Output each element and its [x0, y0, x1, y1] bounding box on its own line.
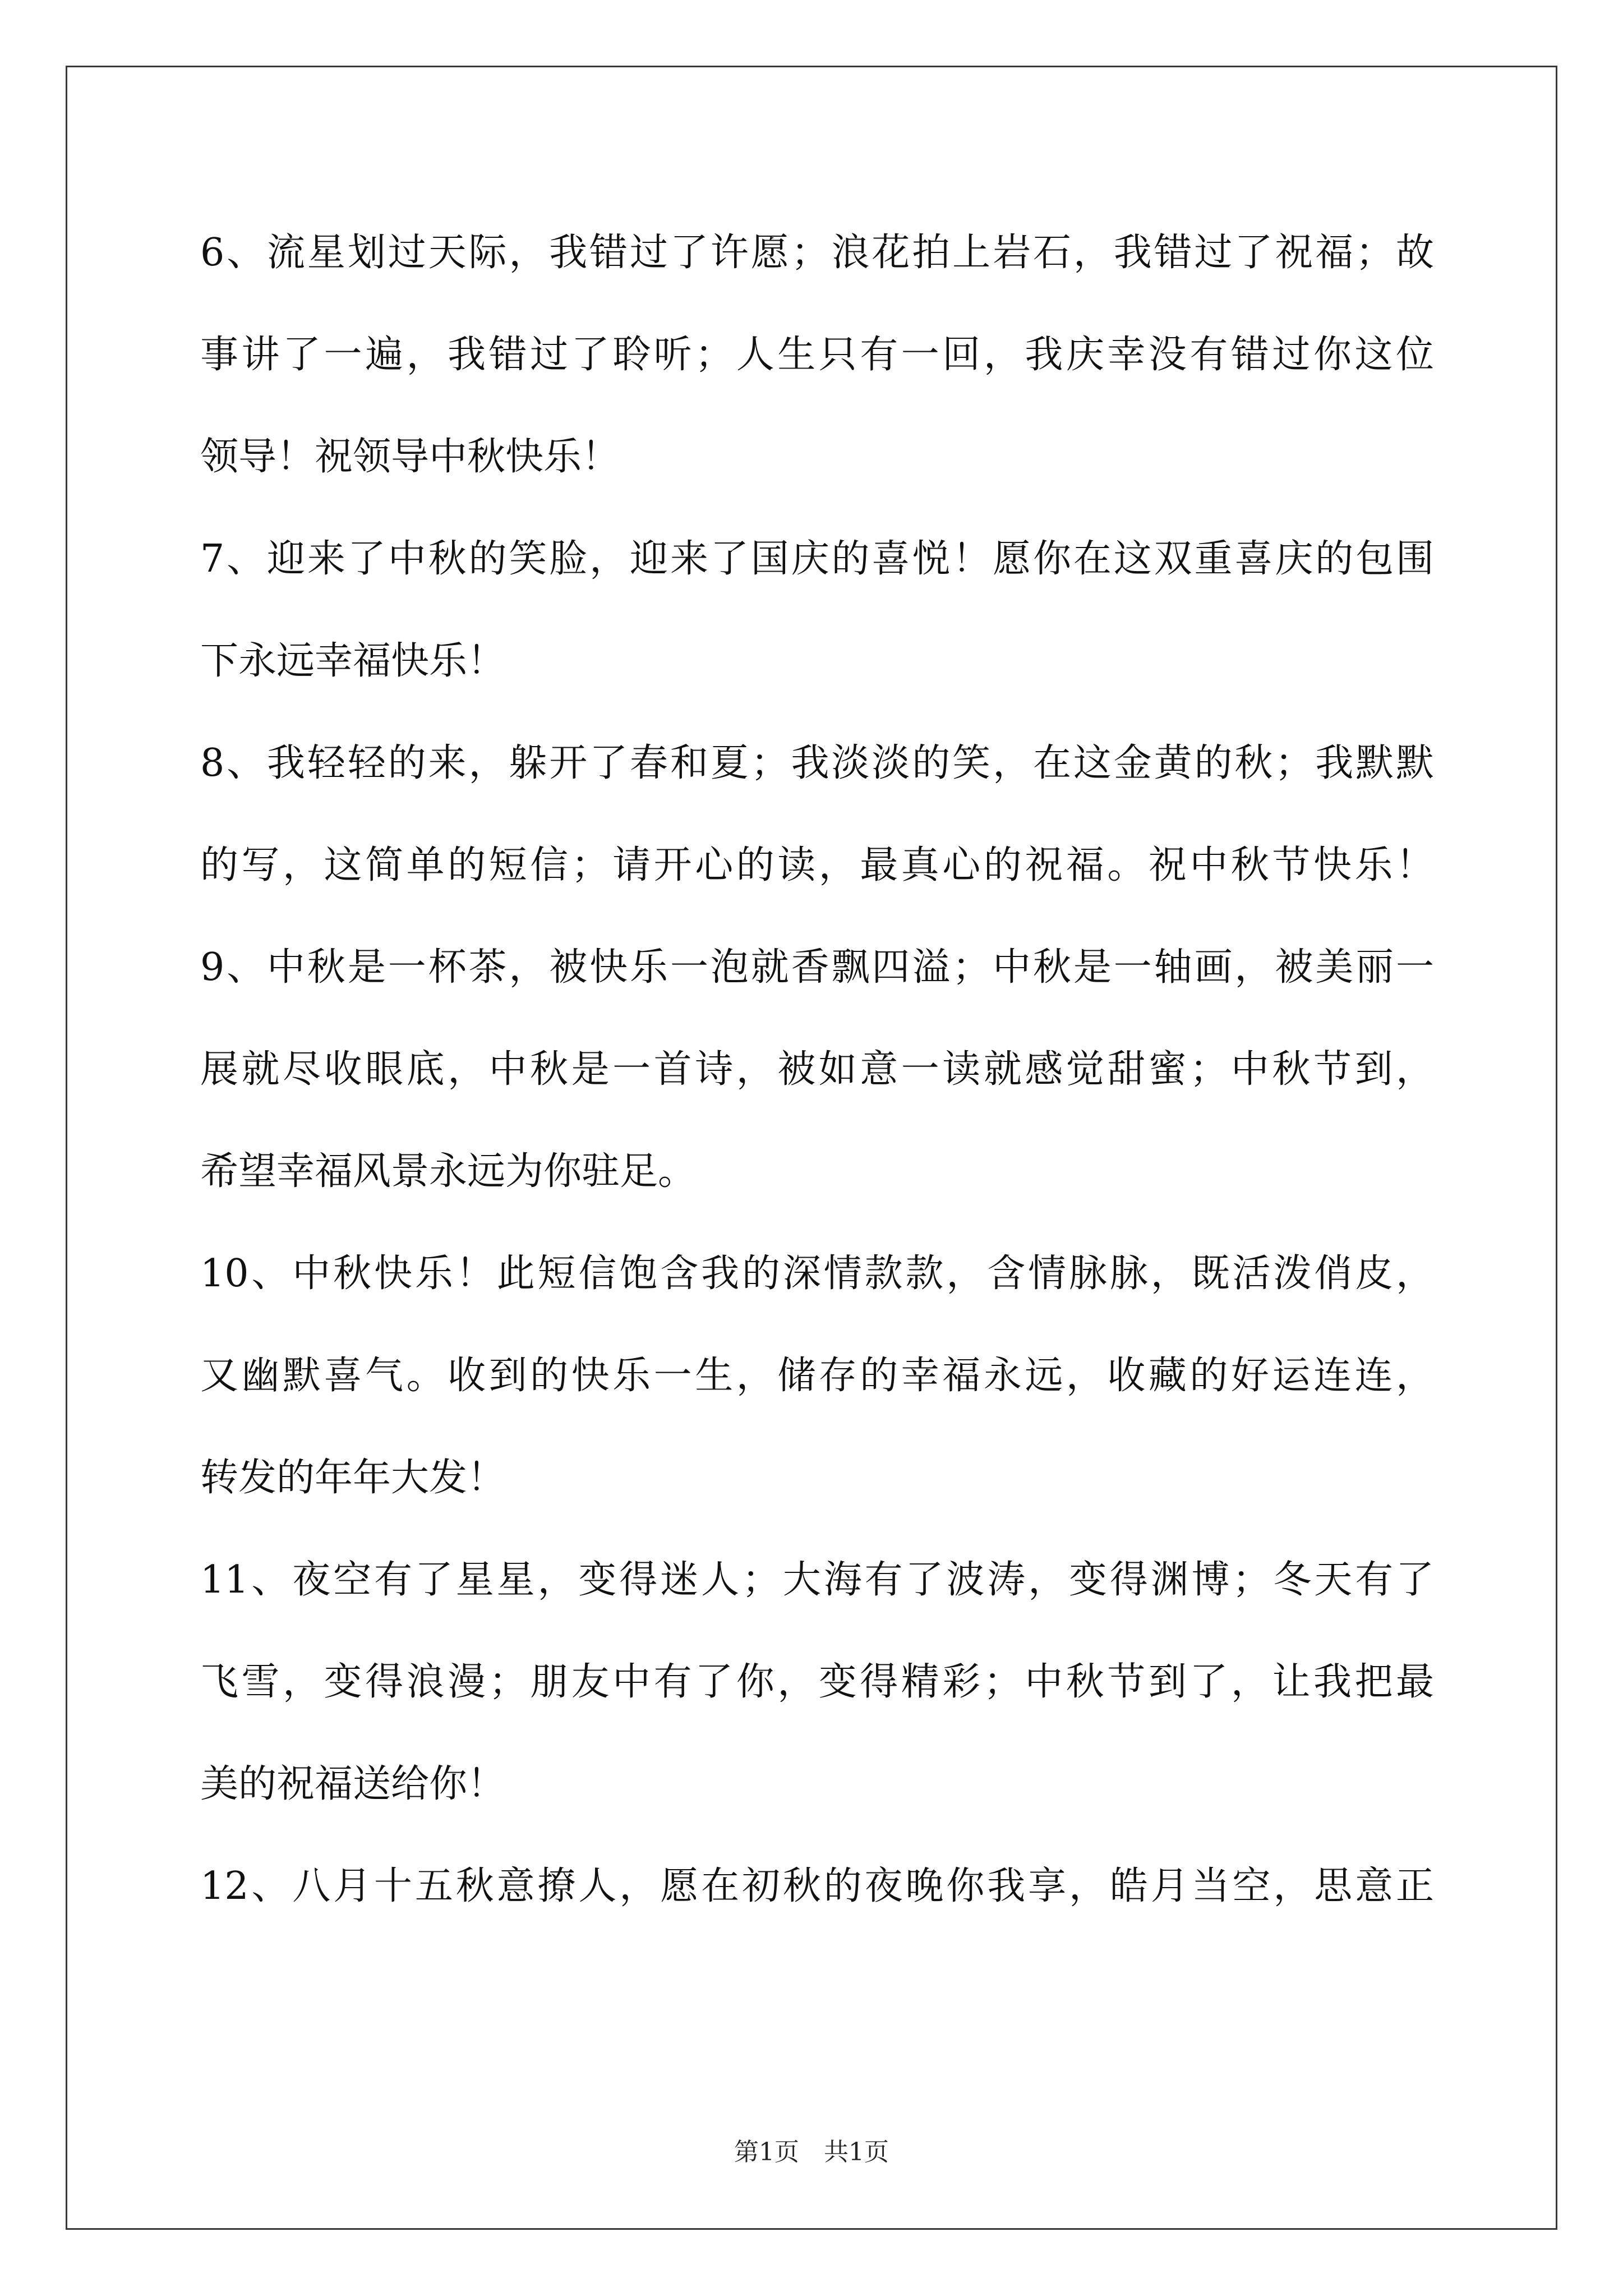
page-footer: 第1页 共1页: [734, 2138, 889, 2166]
text-line: 11、夜空有了星星，变得迷人；大海有了波涛，变得渊博；冬天有了: [200, 1558, 1434, 1602]
text-line: 10、中秋快乐！此短信饱含我的深情款款，含情脉脉，既活泼俏皮，: [200, 1251, 1434, 1296]
text-line: 领导！祝领导中秋快乐！: [200, 435, 620, 479]
text-line: 7、迎来了中秋的笑脸，迎来了国庆的喜悦！愿你在这双重喜庆的包围: [200, 537, 1434, 581]
paragraph: [200, 202, 1434, 508]
text-line: 事讲了一遍，我错过了聆听；人生只有一回，我庆幸没有错过你这位: [200, 333, 1434, 377]
text-line: 转发的年年大发！: [200, 1456, 506, 1500]
text-line: 9、中秋是一杯茶，被快乐一泡就香飘四溢；中秋是一轴画，被美丽一: [200, 945, 1434, 990]
text-line: 希望幸福风景永远为你驻足。: [200, 1149, 697, 1194]
paragraph: [200, 1223, 1434, 1529]
text-line: 下永远幸福快乐！: [200, 639, 506, 683]
paragraph: [200, 712, 1434, 917]
paragraph: [200, 917, 1434, 1223]
paragraph: [200, 1529, 1434, 1835]
paragraph: [200, 1835, 1434, 1938]
document-body: [200, 202, 1434, 1938]
text-line: 6、流星划过天际，我错过了许愿；浪花拍上岩石，我错过了祝福；故: [200, 231, 1434, 275]
text-line: 8、我轻轻的来，躲开了春和夏；我淡淡的笑，在这金黄的秋；我默默: [200, 741, 1434, 785]
text-line: 美的祝福送给你！: [200, 1762, 506, 1806]
paragraph: [200, 508, 1434, 712]
text-line: 展就尽收眼底，中秋是一首诗，被如意一读就感觉甜蜜；中秋节到，: [200, 1047, 1434, 1092]
text-line: 飞雪，变得浪漫；朋友中有了你，变得精彩；中秋节到了，让我把最: [200, 1660, 1434, 1704]
text-line: 的写，这简单的短信；请开心的读，最真心的祝福。祝中秋节快乐！: [200, 843, 1434, 887]
text-line: 又幽默喜气。收到的快乐一生，储存的幸福永远，收藏的好运连连，: [200, 1354, 1434, 1398]
text-line: 12、八月十五秋意撩人，愿在初秋的夜晚你我享，皓月当空，思意正: [200, 1864, 1434, 1908]
